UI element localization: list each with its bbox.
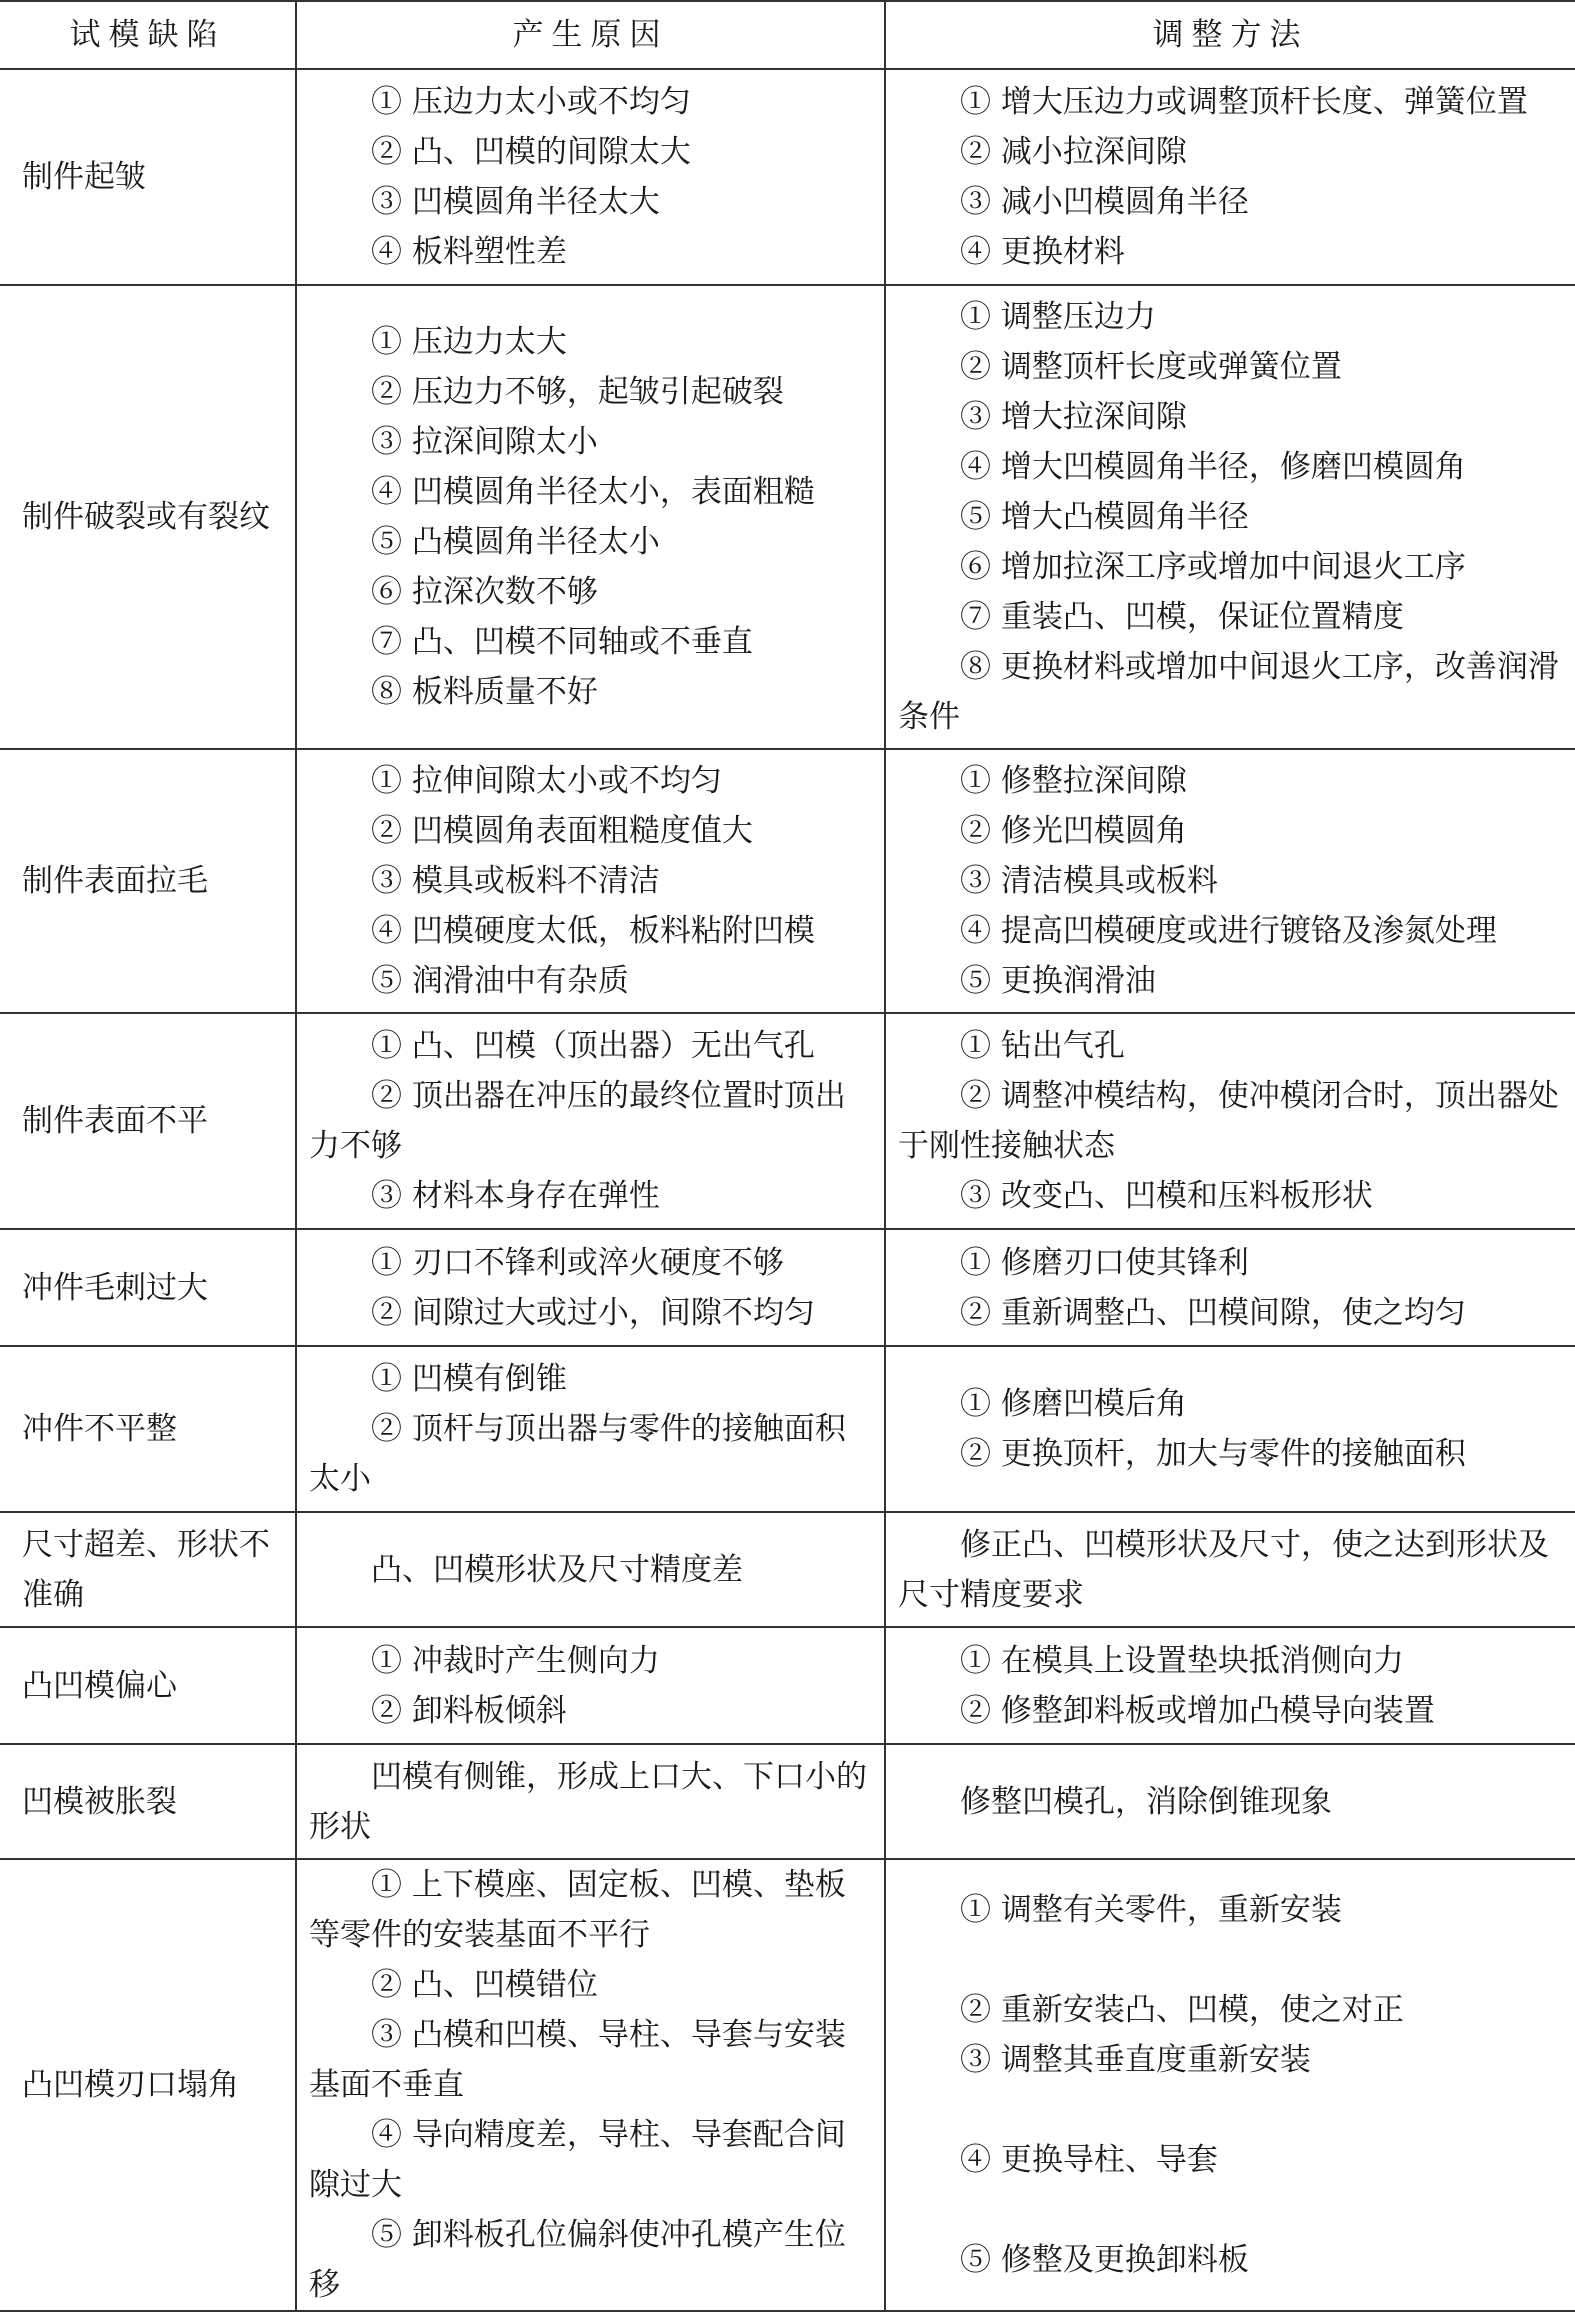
method-cell — [885, 69, 1575, 285]
cause-cell — [296, 749, 885, 1013]
cause-line: ④ 凹模圆角半径太小，表面粗糙 — [371, 474, 815, 510]
spacer — [898, 1935, 1563, 1985]
defect-cell: 制件表面拉毛 — [0, 749, 296, 1013]
cause-line: ① 上下模座、固定板、凹模、垫板等零件的安装基面不平行 — [309, 1867, 846, 1953]
method-cell — [885, 1859, 1575, 2311]
cause-line: ① 凸、凹模（顶出器）无出气孔 — [371, 1028, 815, 1064]
cause-cell — [296, 1627, 885, 1744]
method-line: 修整凹模孔，消除倒锥现象 — [960, 1783, 1332, 1820]
method-line: ⑧ 更换材料或增加中间退火工序，改善润滑条件 — [898, 649, 1559, 735]
defect-cell: 凹模被胀裂 — [0, 1744, 296, 1859]
method-cell — [885, 1627, 1575, 1744]
defect-cell: 冲件不平整 — [0, 1346, 296, 1512]
method-line: ④ 更换导柱、导套 — [960, 2142, 1218, 2178]
cause-cell — [296, 1744, 885, 1859]
cause-cell — [296, 1859, 885, 2311]
method-line: ④ 提高凹模硬度或进行镀铬及渗氮处理 — [960, 913, 1497, 949]
table-row — [0, 1744, 1575, 1859]
defect-cell: 尺寸超差、形状不准确 — [0, 1512, 296, 1627]
cause-line: 凹模有侧锥，形成上口大、下口小的形状 — [309, 1758, 867, 1845]
defect-cell: 制件表面不平 — [0, 1013, 296, 1229]
header-cause: 产生原因 — [296, 1, 885, 69]
cause-line: ② 凸、凹模错位 — [371, 1967, 598, 2003]
table-row — [0, 1859, 1575, 2311]
method-line: ③ 调整其垂直度重新安装 — [960, 2042, 1311, 2078]
method-line: ① 修整拉深间隙 — [960, 763, 1187, 799]
cause-cell — [296, 1512, 885, 1627]
cause-line: ④ 导向精度差，导柱、导套配合间隙过大 — [309, 2117, 846, 2203]
table-row — [0, 1229, 1575, 1346]
method-line: ① 修磨刃口使其锋利 — [960, 1244, 1249, 1281]
method-cell — [885, 1013, 1575, 1229]
cause-line: ④ 凹模硬度太低，板料粘附凹模 — [371, 913, 815, 949]
method-line: ④ 更换材料 — [960, 234, 1125, 270]
cause-line: ⑥ 拉深次数不够 — [371, 574, 598, 610]
table-row — [0, 1013, 1575, 1229]
method-cell — [885, 749, 1575, 1013]
method-line: ③ 清洁模具或板料 — [960, 863, 1218, 899]
method-line: ③ 减小凹模圆角半径 — [960, 184, 1249, 220]
method-line: ⑤ 更换润滑油 — [960, 963, 1156, 999]
method-cell — [885, 1512, 1575, 1627]
cause-line: ② 顶杆与顶出器与零件的接触面积太小 — [309, 1411, 846, 1497]
defect-cell: 凸凹模刃口塌角 — [0, 1859, 296, 2311]
table-row — [0, 749, 1575, 1013]
method-line: ③ 增大拉深间隙 — [960, 399, 1187, 435]
table-row — [0, 1512, 1575, 1627]
cause-line: ⑤ 凸模圆角半径太小 — [371, 524, 660, 560]
cause-line: ② 压边力不够，起皱引起破裂 — [371, 374, 784, 410]
method-line: ① 调整压边力 — [960, 299, 1156, 335]
method-line: ① 调整有关零件，重新安装 — [960, 1892, 1342, 1928]
cause-line: ③ 凸模和凹模、导柱、导套与安装基面不垂直 — [309, 2017, 846, 2103]
cause-cell — [296, 69, 885, 285]
method-cell — [885, 285, 1575, 749]
cause-line: ③ 凹模圆角半径太大 — [371, 184, 660, 220]
defect-cell: 冲件毛刺过大 — [0, 1229, 296, 1346]
cause-line: ① 凹模有倒锥 — [371, 1361, 567, 1397]
method-cell — [885, 1346, 1575, 1512]
defect-cell: 凸凹模偏心 — [0, 1627, 296, 1744]
cause-cell — [296, 285, 885, 749]
cause-line: ③ 材料本身存在弹性 — [371, 1178, 660, 1214]
defect-cell: 制件破裂或有裂纹 — [0, 285, 296, 749]
cause-line: ② 凸、凹模的间隙太大 — [371, 134, 691, 170]
cause-line: ④ 板料塑性差 — [371, 234, 567, 270]
cause-line: ③ 拉深间隙太小 — [371, 424, 598, 460]
header-row — [0, 1, 1575, 69]
method-line: ① 修磨凹模后角 — [960, 1386, 1187, 1422]
cause-line: ① 压边力太小或不均匀 — [371, 84, 691, 120]
cause-line: ⑧ 板料质量不好 — [371, 674, 598, 710]
cause-line: ② 间隙过大或过小，间隙不均匀 — [371, 1294, 815, 1331]
cause-line: ① 刃口不锋利或淬火硬度不够 — [371, 1244, 784, 1281]
method-line: ① 在模具上设置垫块抵消侧向力 — [960, 1642, 1404, 1679]
cause-line: ⑤ 卸料板孔位偏斜使冲孔模产生位移 — [309, 2217, 846, 2303]
defect-cell: 制件起皱 — [0, 69, 296, 285]
method-line: ③ 改变凸、凹模和压料板形状 — [960, 1178, 1373, 1214]
table-row — [0, 69, 1575, 285]
method-line: ② 重新安装凸、凹模，使之对正 — [960, 1992, 1404, 2028]
method-line: ② 修光凹模圆角 — [960, 813, 1187, 849]
method-line: ④ 增大凹模圆角半径，修磨凹模圆角 — [960, 449, 1466, 485]
header-defect: 试模缺陷 — [0, 1, 296, 69]
cause-line: ① 拉伸间隙太小或不均匀 — [371, 763, 722, 799]
method-line: ② 减小拉深间隙 — [960, 134, 1187, 170]
table-row — [0, 1627, 1575, 1744]
cause-line: ⑤ 润滑油中有杂质 — [371, 963, 629, 999]
cause-cell — [296, 1013, 885, 1229]
cause-cell — [296, 1229, 885, 1346]
cause-line: ③ 模具或板料不清洁 — [371, 863, 660, 899]
cause-line: ⑦ 凸、凹模不同轴或不垂直 — [371, 624, 753, 660]
cause-line: ② 卸料板倾斜 — [371, 1692, 567, 1729]
table-row — [0, 1346, 1575, 1512]
method-cell — [885, 1744, 1575, 1859]
table-row — [0, 285, 1575, 749]
spacer — [898, 2185, 1563, 2235]
method-line: ⑦ 重装凸、凹模，保证位置精度 — [960, 599, 1404, 635]
cause-line: ② 顶出器在冲压的最终位置时顶出力不够 — [309, 1078, 846, 1164]
cause-cell — [296, 1346, 885, 1512]
spacer — [898, 2085, 1563, 2135]
method-line: ⑤ 增大凸模圆角半径 — [960, 499, 1249, 535]
method-line: ② 调整顶杆长度或弹簧位置 — [960, 349, 1342, 385]
method-line: ⑥ 增加拉深工序或增加中间退火工序 — [960, 549, 1466, 585]
method-line: ⑤ 修整及更换卸料板 — [960, 2242, 1249, 2278]
method-line: 修正凸、凹模形状及尺寸，使之达到形状及尺寸精度要求 — [898, 1526, 1549, 1613]
method-line: ② 调整冲模结构，使冲模闭合时，顶出器处于刚性接触状态 — [898, 1078, 1559, 1164]
cause-line: ① 冲裁时产生侧向力 — [371, 1642, 660, 1679]
method-line: ② 重新调整凸、凹模间隙，使之均匀 — [960, 1294, 1466, 1331]
method-line: ② 修整卸料板或增加凸模导向装置 — [960, 1692, 1435, 1729]
cause-line: 凸、凹模形状及尺寸精度差 — [371, 1551, 743, 1588]
method-line: ② 更换顶杆，加大与零件的接触面积 — [960, 1436, 1466, 1472]
method-line: ① 钻出气孔 — [960, 1028, 1125, 1064]
cause-line: ① 压边力太大 — [371, 324, 567, 360]
header-method: 调整方法 — [885, 1, 1575, 69]
cause-line: ② 凹模圆角表面粗糙度值大 — [371, 813, 753, 849]
method-cell — [885, 1229, 1575, 1346]
method-line: ① 增大压边力或调整顶杆长度、弹簧位置 — [960, 84, 1528, 120]
